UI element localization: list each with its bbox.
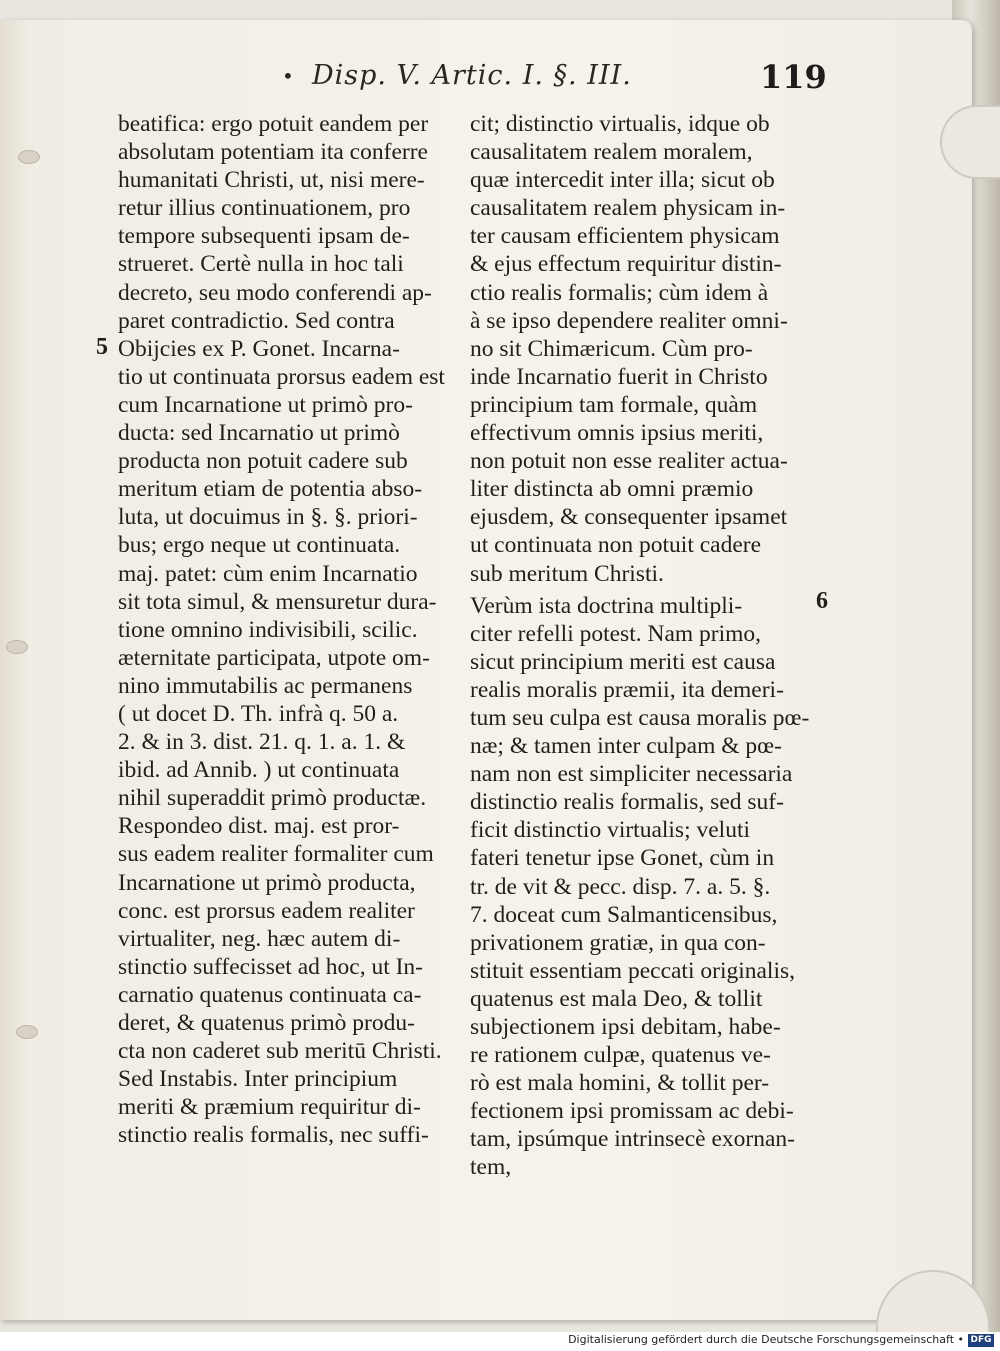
text-line: bus; ergo neque ut continuata. [118,532,401,559]
text-line: sit tota simul, & mensuretur dura- [118,588,437,615]
text-line: æternitate participata, utpote om- [118,644,430,671]
text-line: stinctio suffecisset ad hoc, ut In- [118,953,423,980]
text-line: ( ut docet D. Th. infrà q. 50 a. [118,700,399,727]
text-line: causalitatem realem physicam in- [470,195,786,222]
text-line: & ejus effectum requiritur distin- [470,251,782,278]
text-line: nam non est simpliciter necessaria [470,761,793,788]
text-line: 2. & in 3. dist. 21. q. 1. a. 1. & [118,729,406,756]
binding-hole [16,1025,38,1039]
margin-note-left: 5 [96,334,108,360]
text-line: humanitati Christi, ut, nisi mere- [118,167,425,194]
text-line: causalitatem realem moralem, [470,139,753,166]
text-line: nihil superaddit primò productæ. [118,785,427,812]
text-line: sub meritum Christi. [470,560,664,587]
binding-hole [18,150,40,164]
right-text-column [470,110,808,1182]
text-line: effectivum omnis ipsius meriti, [470,420,764,447]
text-line: deret, & quatenus primò produ- [118,1010,415,1036]
text-line: privationem gratiæ, in qua con- [470,929,766,956]
text-line: liter distincta ab omni præmio [470,476,754,503]
text-line: à se ipso dependere realiter omni- [470,307,788,334]
text-line: retur illius continuationem, pro [118,195,411,222]
text-line: tione omnino indivisibili, scilic. [118,616,418,643]
text-line: ctio realis formalis; cùm idem à [470,279,769,306]
text-line: beatifica: ergo potuit eandem per [118,111,429,137]
text-line: re rationem culpæ, quatenus ve- [470,1042,771,1069]
text-line: næ; & tamen inter culpam & pœ- [470,733,782,760]
text-line: non potuit non esse realiter actua- [470,448,788,475]
running-head: Disp. V. Artic. I. §. III. [312,60,632,91]
text-line: nino immutabilis ac permanens [118,672,413,699]
text-line: citer refelli potest. Nam primo, [470,620,762,647]
text-line: tem, [470,1154,512,1181]
text-line: carnatio quatenus continuata ca- [118,981,422,1008]
text-line: ut continuata non potuit cadere [470,532,762,559]
text-line: Sed Instabis. Inter principium [118,1066,398,1093]
text-line: maj. patet: cùm enim Incarnatio [118,560,418,587]
text-line: cum Incarnatione ut primò pro- [118,391,413,418]
text-line: stituit essentiam peccati originalis, [470,957,796,984]
text-line: quatenus est mala Deo, & tollit [470,985,763,1012]
dfg-logo: DFG [968,1334,994,1347]
text-line: Verùm ista doctrina multipli- [470,592,743,619]
text-line: tum seu culpa est causa moralis pœ- [470,704,810,731]
text-line: strueret. Certè nulla in hoc tali [118,251,404,278]
text-line: tam, ipsúmque intrinsecè exornan- [470,1126,795,1153]
text-line: Obijcies ex P. Gonet. Incarna- [118,335,400,362]
text-line: cta non caderet sub meritū Christi. [118,1038,442,1065]
text-line: Incarnatione ut primò producta, [118,869,416,896]
header-marker: • [282,64,294,88]
text-line: decreto, seu modo conferendi ap- [118,279,432,306]
text-line: distinctio realis formalis, sed suf- [470,789,784,816]
text-line: ter causam efficientem physicam [470,223,780,250]
text-line: rò est mala homini, & tollit per- [470,1070,770,1097]
left-text-column [118,110,460,1149]
text-line: tio ut continuata prorsus eadem est [118,363,445,390]
text-line: virtualiter, neg. hæc autem di- [118,925,401,952]
text-line: producta non potuit cadere sub [118,448,408,475]
text-line: no sit Chimæricum. Cùm pro- [470,335,753,362]
text-line: tempore subsequenti ipsam de- [118,223,410,250]
text-line: ducta: sed Incarnatio ut primò [118,420,400,447]
text-line: conc. est prorsus eadem realiter [118,897,415,924]
text-line: ejusdem, & consequenter ipsamet [470,504,788,531]
text-line: stinctio realis formalis, nec suffi- [118,1122,429,1149]
text-line: realis moralis præmii, ita demeri- [470,676,784,703]
text-line: inde Incarnatio fuerit in Christo [470,363,768,390]
text-line: meritum etiam de potentia abso- [118,476,423,503]
text-line: tr. de vit & pecc. disp. 7. a. 5. §. [470,873,771,900]
text-line: fateri tenetur ipse Gonet, cùm in [470,845,775,872]
funding-note: Digitalisierung gefördert durch die Deutsche Forschungsgemeinschaft • [568,1333,964,1346]
text-line: fectionem ipsi promissam ac debi- [470,1098,794,1125]
text-line: luta, ut docuimus in §. §. priori- [118,504,418,531]
text-line: subjectionem ipsi debitam, habe- [470,1014,781,1040]
page-header [0,58,1000,98]
text-line: paret contradictio. Sed contra [118,307,395,334]
text-line: principium tam formale, quàm [470,391,758,418]
binding-hole [6,640,28,654]
text-line: absolutam potentiam ita conferre [118,139,428,166]
text-line: Respondeo dist. maj. est pror- [118,813,400,840]
text-line: ficit distinctio virtualis; veluti [470,817,751,844]
text-line: sus eadem realiter formaliter cum [118,841,434,868]
text-line: 7. doceat cum Salmanticensibus, [470,901,778,928]
text-line: cit; distinctio virtualis, idque ob [470,111,770,137]
text-line: ibid. ad Annib. ) ut continuata [118,757,400,784]
page-number: 119 [760,58,827,96]
footer-bar [0,1332,1000,1351]
text-line: sicut principium meriti est causa [470,648,776,675]
text-line: quæ intercedit inter illa; sicut ob [470,167,775,194]
margin-note-right: 6 [816,588,828,614]
text-line: meriti & præmium requiritur di- [118,1094,421,1121]
